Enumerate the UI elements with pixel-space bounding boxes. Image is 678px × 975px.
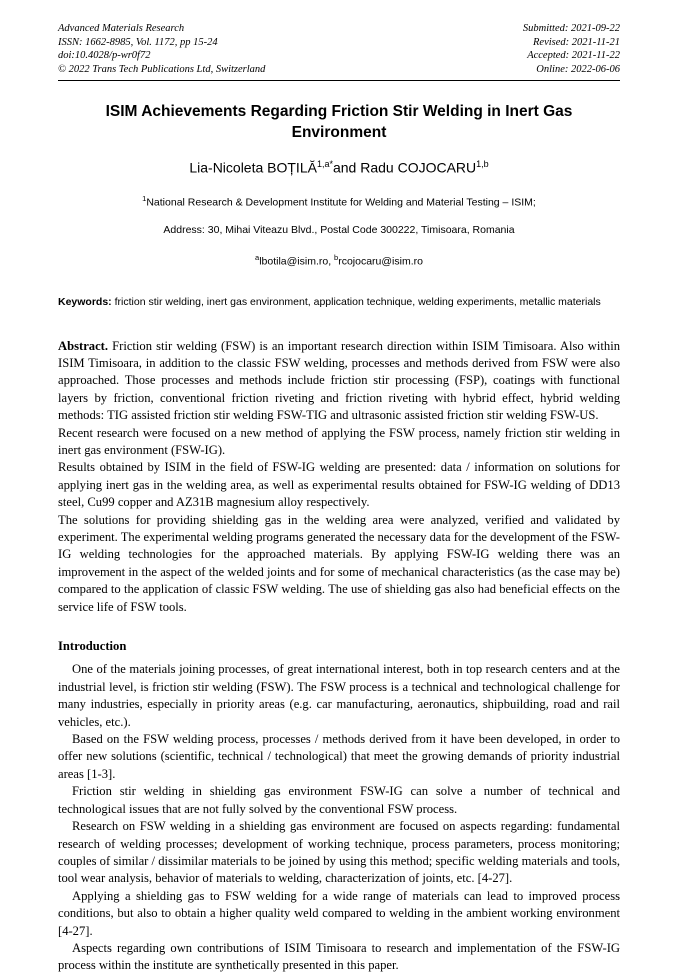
author-2-name: Radu COJOCARU xyxy=(360,160,477,177)
journal-name: Advanced Materials Research xyxy=(58,23,185,34)
affiliation-address: Address: 30, Mihai Viteazu Blvd., Postal Code 300222, Timisoara, Romania xyxy=(163,223,515,236)
journal-doi: doi:10.4028/p-wr0f72 xyxy=(58,50,151,62)
journal-copyright: © 2022 Trans Tech Publications Ltd, Switzerland xyxy=(58,63,266,75)
email-a-marker: a xyxy=(255,252,260,262)
abstract-paragraph: Results obtained by ISIM in the field of FSW-IG welding are presented: data / information on solutions for applying inert gas in the welding area, as well as experimental results obtained for FSW-IG welding of DD13 steel, Cu99 copper and AZ31B magnesium alloy respectively. xyxy=(58,460,620,510)
author-list xyxy=(58,155,620,177)
introduction-body xyxy=(58,661,620,974)
paper-title: ISIM Achievements Regarding Friction Stir Welding in Inert Gas Environment xyxy=(105,103,573,142)
abstract-text-1: Friction stir welding (FSW) is an important research direction within ISIM Timisoara. Also within ISIM Timisoara, in addition to the classic FSW welding, processes and methods derived from FSW were also approached. Those processes and methods include friction stir processing (FSP), coatings with functional layers by friction, conventional friction riveting and friction riveting with hybrid effect, hybrid welding methods: TIG assisted friction stir welding FSW-TIG and ultrasonic assisted friction stir welding FSW-US. xyxy=(58,338,620,423)
abstract-label: Abstract. xyxy=(58,338,109,353)
body-paragraph: Applying a shielding gas to FSW welding for a wide range of materials can lead to improved process conditions, but also to obtain a higher quality weld compared to welding in the ambient working environment [4-27]. xyxy=(58,888,620,938)
affiliation-text: National Research & Development Institute for Welding and Material Testing – ISIM; xyxy=(146,196,536,209)
body-paragraph: Research on FSW welding in a shielding gas environment are focused on aspects regarding: fundamental research of welding processes; development of working technique, process parameters, process monitoring; couples of similar / dissimilar materials to be joined by using this method; specific welding materials and tools, tool wear analysis, behavior of materials to welding, characterization of joints, etc. [4-27]. xyxy=(58,819,620,886)
author-1-name: Lia-Nicoleta BOȚILĂ xyxy=(189,160,317,177)
email-author-2[interactable]: rcojocaru@isim.ro xyxy=(338,255,423,268)
date-online: Online: 2022-06-06 xyxy=(536,63,620,75)
email-author-1[interactable]: lbotila@isim.ro, xyxy=(259,255,335,268)
author-1-affil-marker: 1,a* xyxy=(316,159,333,170)
email-b-marker: b xyxy=(334,252,339,262)
date-submitted: Submitted: 2021-09-22 xyxy=(522,23,620,34)
body-paragraph: One of the materials joining processes, of great international interest, both in top research centers and at the industrial level, is friction stir welding (FSW). The FSW process is a technical and technological challenge for many industries, especially in priority areas (e.g. car manufacturing, aeronautics, shipbuilding, road and rail vehicles, etc.). xyxy=(58,662,620,729)
affiliation xyxy=(58,191,620,211)
body-paragraph: Based on the FSW welding process, processes / methods derived from it have been developed, in order to offer new solutions (scientific, technical / technological) that meet the growing demands of priority industrial areas [1-3]. xyxy=(58,732,620,781)
abstract-block xyxy=(58,338,620,617)
author-emails xyxy=(58,250,620,270)
abstract-paragraph: The solutions for providing shielding gas in the welding area were analyzed, verified and validated by experiment. The experimental welding programs generated the necessary data for the development of the FSW-IG welding technologies for the approached materials. By applying FSW-IG welding there was an improvement in the aspect of the welded joints and for some of mechanical characteristics (as the case may be) compared to the application of classic FSW welding. The use of shielding gas also had beneficial effects on the service life of FSW tools. xyxy=(58,512,620,614)
journal-header-right xyxy=(523,22,620,76)
date-revised: Revised: 2021-11-21 xyxy=(533,36,620,48)
journal-issn-volume: ISSN: 1662-8985, Vol. 1172, pp 15-24 xyxy=(58,36,218,48)
keywords-label: Keywords: xyxy=(58,296,112,309)
keywords-text: friction stir welding, inert gas environment, application technique, welding experiments, metallic materials xyxy=(111,296,601,309)
journal-header-left xyxy=(58,22,265,76)
date-accepted: Accepted: 2021-11-22 xyxy=(527,50,620,62)
keywords-block xyxy=(58,295,620,310)
abstract-paragraph xyxy=(58,338,620,425)
page-content xyxy=(58,22,620,975)
section-heading-introduction: Introduction xyxy=(58,639,127,654)
body-paragraph: Aspects regarding own contributions of ISIM Timisoara to research and implementation of the FSW-IG process within the institute are synthetically presented in this paper. xyxy=(58,940,620,973)
body-paragraph: Friction stir welding in shielding gas environment FSW-IG can solve a number of technical and technological issues that are not fully solved by the conventional FSW process. xyxy=(58,784,620,816)
author-2-affil-marker: 1,b xyxy=(476,159,489,170)
journal-header xyxy=(58,22,620,81)
abstract-paragraph: Recent research were focused on a new method of applying the FSW process, namely friction stir welding in inert gas environment (FSW-IG). xyxy=(58,425,620,457)
author-conjunction: and xyxy=(332,160,361,177)
affiliation-marker: 1 xyxy=(142,194,147,204)
